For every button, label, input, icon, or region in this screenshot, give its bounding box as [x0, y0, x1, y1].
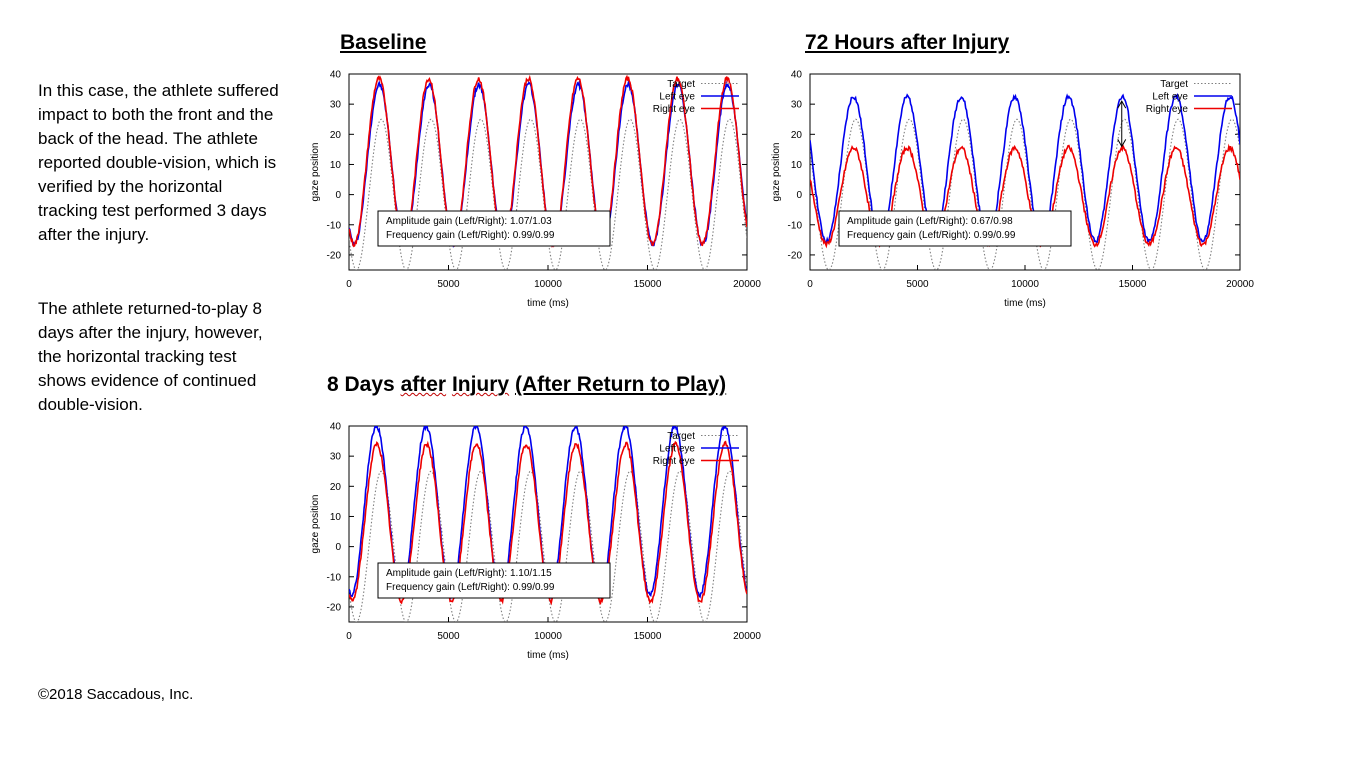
chart-hours72-xtick-label-0: 0 [807, 279, 813, 290]
description-text-2: The athlete returned-to-play 8 days after the injury, however, the horizontal tracking test shows evidence of continued double-vision. [38, 299, 263, 414]
chart-days8-ytick-label-1: 30 [329, 451, 341, 463]
chart-days8-legend-label-1: Left eye [659, 443, 695, 455]
chart-hours72-annotation-1: Frequency gain (Left/Right): 0.99/0.99 [847, 230, 1016, 241]
days8-chart [300, 416, 770, 666]
chart-hours72-ytick-label-3: 10 [790, 159, 802, 171]
chart-days8-xtick-label-3: 15000 [633, 631, 662, 642]
baseline-chart [300, 64, 770, 312]
chart-hours72-ytick-label-1: 30 [790, 99, 802, 111]
chart-days8-annotation-0: Amplitude gain (Left/Right): 1.10/1.15 [386, 568, 552, 579]
hours72-chart [760, 64, 1265, 312]
chart-baseline-xtick-label-1: 5000 [437, 279, 460, 290]
chart-hours72-ytick-label-5: -10 [787, 220, 802, 232]
chart-baseline-legend-label-0: Target [667, 79, 695, 90]
chart-days8-xlabel: time (ms) [527, 650, 569, 661]
chart-baseline-ytick-label-0: 40 [329, 69, 341, 81]
chart-hours72-ylabel: gaze position [771, 142, 782, 202]
chart-hours72-legend-label-0: Target [1160, 79, 1188, 90]
chart-hours72-ytick-label-6: -20 [787, 250, 802, 262]
chart-hours72-legend-label-2: Right eye [1145, 104, 1188, 115]
chart-days8-legend-label-0: Target [667, 431, 695, 442]
chart-days8-ytick-label-2: 20 [329, 481, 341, 493]
chart-days8-ytick-label-5: -10 [326, 572, 341, 584]
chart-baseline-annotation-0: Amplitude gain (Left/Right): 1.07/1.03 [386, 216, 552, 227]
chart-days8-xtick-label-4: 20000 [733, 631, 761, 642]
chart-baseline-legend-label-1: Left eye [659, 91, 695, 103]
chart-hours72-xtick-label-4: 20000 [1226, 279, 1254, 290]
chart-days8-ytick-label-3: 10 [329, 511, 341, 523]
chart-days8-series-target [349, 471, 747, 622]
chart-hours72-legend-label-1: Left eye [1152, 91, 1188, 103]
chart-baseline-xtick-label-4: 20000 [733, 279, 761, 290]
chart-baseline-legend-label-2: Right eye [652, 104, 695, 115]
chart-hours72-xtick-label-2: 10000 [1011, 279, 1039, 290]
chart-days8-ytick-label-4: 0 [335, 542, 341, 554]
chart-hours72-ytick-label-4: 0 [796, 190, 802, 202]
chart-days8-ytick-label-6: -20 [326, 602, 341, 614]
chart-hours72-xtick-label-3: 15000 [1118, 279, 1147, 290]
chart-days8-xtick-label-2: 10000 [534, 631, 562, 642]
chart-hours72-xtick-label-1: 5000 [906, 279, 929, 290]
chart-baseline-ytick-label-6: -20 [326, 250, 341, 262]
chart-days8-xtick-label-0: 0 [346, 631, 352, 642]
chart-days8-legend-label-2: Right eye [652, 456, 695, 467]
chart-baseline-xtick-label-3: 15000 [633, 279, 662, 290]
chart-baseline-ytick-label-4: 0 [335, 190, 341, 202]
copyright-notice: ©2018 Saccadous, Inc. [38, 686, 194, 703]
days8-title-injury: Injury [451, 373, 510, 396]
chart-days8-ylabel: gaze position [310, 494, 321, 554]
chart-baseline-ylabel: gaze position [310, 142, 321, 202]
days8-title-after: after [400, 373, 447, 396]
chart-hours72-ytick-label-0: 40 [790, 69, 802, 81]
days8-title-days: 8 Days [327, 373, 395, 396]
chart-hours72-ytick-label-2: 20 [790, 129, 802, 141]
chart-baseline-ytick-label-3: 10 [329, 159, 341, 171]
hours72-title: 72 Hours after Injury [805, 31, 1010, 54]
chart-baseline-xtick-label-2: 10000 [534, 279, 562, 290]
days8-title-paren: (After Return to Play) [514, 373, 727, 396]
chart-baseline-xtick-label-0: 0 [346, 279, 352, 290]
chart-baseline-ytick-label-5: -10 [326, 220, 341, 232]
chart-baseline-annotation-1: Frequency gain (Left/Right): 0.99/0.99 [386, 230, 555, 241]
chart-baseline-ytick-label-2: 20 [329, 129, 341, 141]
days8-title [327, 373, 726, 397]
chart-days8-annotation-1: Frequency gain (Left/Right): 0.99/0.99 [386, 582, 555, 593]
chart-days8-ytick-label-0: 40 [329, 421, 341, 433]
chart-baseline-xlabel: time (ms) [527, 298, 569, 309]
description-paragraph-1 [38, 79, 283, 247]
chart-days8-xtick-label-1: 5000 [437, 631, 460, 642]
baseline-title: Baseline [340, 31, 427, 54]
description-paragraph-2 [38, 297, 283, 417]
chart-baseline-ytick-label-1: 30 [329, 99, 341, 111]
description-text-1: In this case, the athlete suffered impact to both the front and the back of the head. The athlete reported double-vision, which is verified by the horizontal tracking test performed 3 days after the injury. [38, 81, 279, 244]
chart-hours72-annotation-0: Amplitude gain (Left/Right): 0.67/0.98 [847, 216, 1013, 227]
chart-hours72-xlabel: time (ms) [1004, 298, 1046, 309]
